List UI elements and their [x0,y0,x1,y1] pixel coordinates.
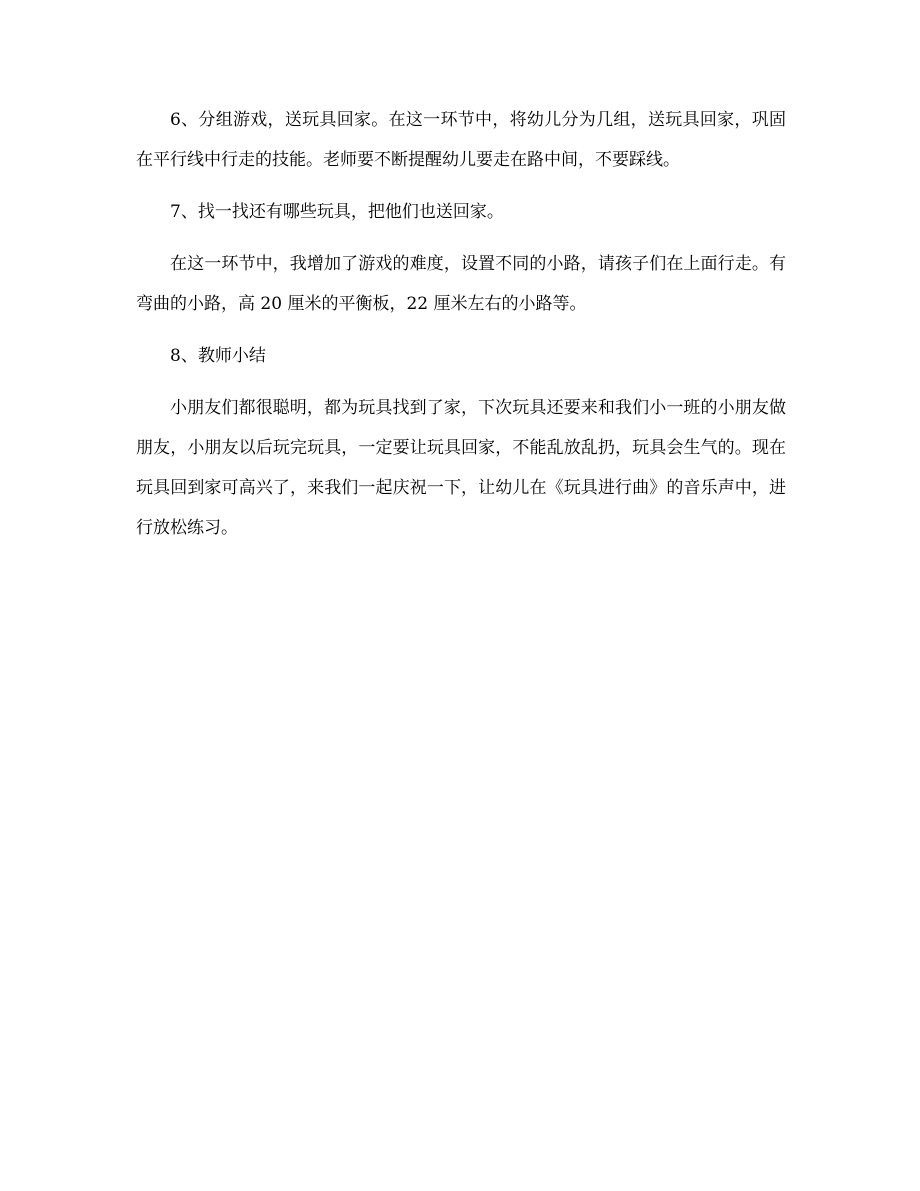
document-body [136,100,786,548]
paragraph-step-7-detail: 在这一环节中，我增加了游戏的难度，设置不同的小路，请孩子们在上面行走。有弯曲的小路，高 20 厘米的平衡板，22 厘米左右的小路等。 [136,254,786,314]
paragraph-step-6: 6、分组游戏，送玩具回家。在这一环节中，将幼儿分为几组，送玩具回家，巩固在平行线中行走的技能。老师要不断提醒幼儿要走在路中间，不要踩线。 [136,110,786,170]
paragraph-step-8: 8、教师小结 [170,346,266,366]
paragraph-teacher-summary: 小朋友们都很聪明，都为玩具找到了家，下次玩具还要来和我们小一班的小朋友做朋友，小朋友以后玩完玩具，一定要让玩具回家，不能乱放乱扔，玩具会生气的。现在玩具回到家可高兴了，来我们一起庆祝一下，让幼儿在《玩具进行曲》的音乐声中，进行放松练习。 [136,398,786,538]
paragraph-step-7: 7、找一找还有哪些玩具，把他们也送回家。 [170,202,504,222]
